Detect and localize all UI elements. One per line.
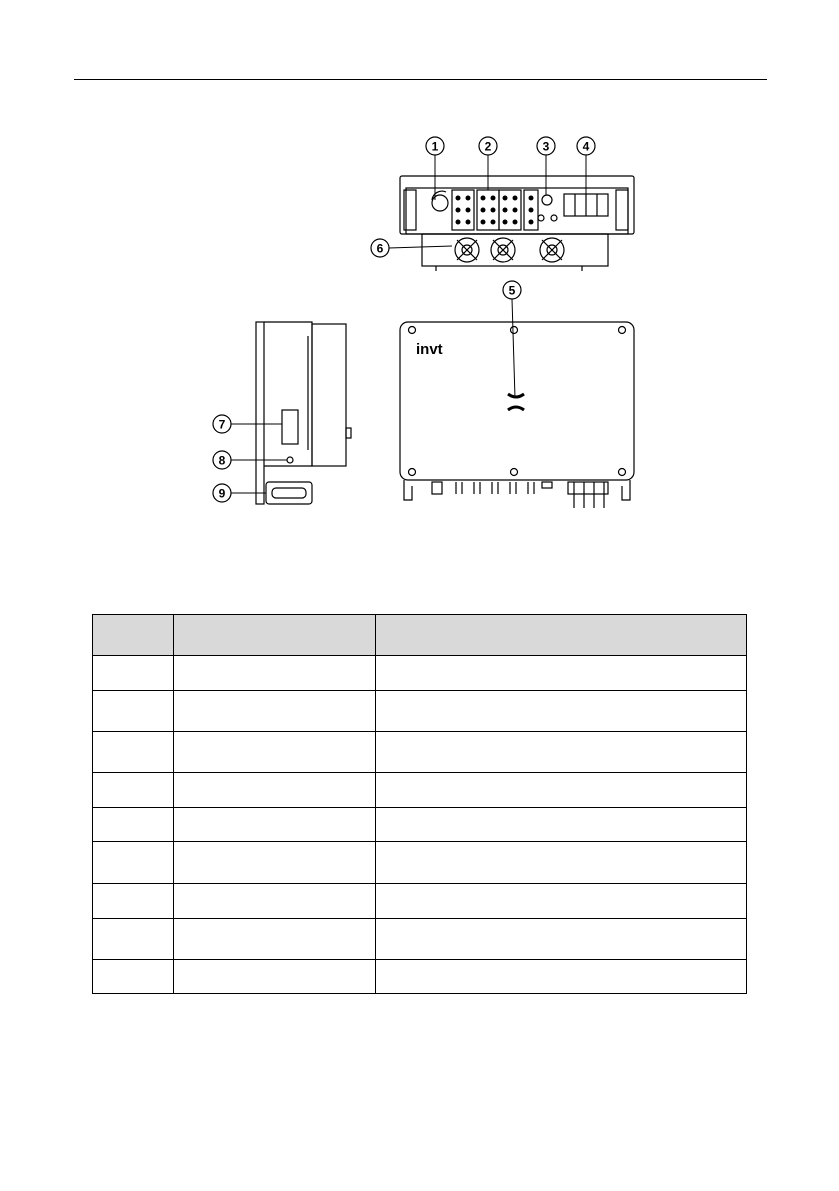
table-cell: [174, 808, 376, 842]
table-cell: [93, 656, 174, 691]
parts-table: [92, 614, 747, 994]
callout-label: 4: [582, 139, 590, 154]
table-header-cell: [376, 615, 747, 656]
table-row: [93, 808, 747, 842]
table-cell: [174, 691, 376, 732]
callout-label: 1: [431, 139, 439, 154]
callout-label: 5: [508, 283, 516, 298]
table-row: [93, 732, 747, 773]
header-rule: [74, 79, 767, 80]
table-row: [93, 960, 747, 994]
callout-label: 2: [484, 139, 492, 154]
side-view: [256, 322, 351, 504]
table-row: [93, 884, 747, 919]
table-cell: [174, 842, 376, 884]
table-cell: [376, 842, 747, 884]
table-row: [93, 691, 747, 732]
inverter-figure: [190, 130, 650, 520]
table-row: [93, 842, 747, 884]
table-row: [93, 773, 747, 808]
brand-logo: invt: [416, 341, 443, 358]
callout-label: 7: [218, 417, 226, 432]
table-cell: [376, 960, 747, 994]
callout-label: 9: [218, 486, 226, 501]
table-cell: [93, 960, 174, 994]
table-header-cell: [174, 615, 376, 656]
led-indicator-icon: [508, 394, 524, 410]
table-row: [93, 919, 747, 960]
callout-label: 6: [376, 241, 384, 256]
table-cell: [93, 808, 174, 842]
table-cell: [376, 884, 747, 919]
table-cell: [376, 808, 747, 842]
fan-icon: [455, 238, 479, 262]
table-cell: [376, 773, 747, 808]
table-cell: [93, 919, 174, 960]
table-cell: [376, 656, 747, 691]
table-cell: [93, 884, 174, 919]
fan-icon: [540, 238, 564, 262]
table-row: [93, 656, 747, 691]
table-cell: [174, 732, 376, 773]
table-cell: [174, 919, 376, 960]
table-cell: [93, 732, 174, 773]
table-cell: [174, 960, 376, 994]
table-cell: [93, 691, 174, 732]
inverter-drawing: [190, 130, 650, 520]
table-cell: [174, 656, 376, 691]
table-cell: [93, 773, 174, 808]
table-cell: [376, 691, 747, 732]
table-header-cell: [93, 615, 174, 656]
table-cell: [93, 842, 174, 884]
table-cell: [174, 884, 376, 919]
callout-label: 3: [542, 139, 550, 154]
table-cell: [376, 919, 747, 960]
callout-label: 8: [218, 453, 226, 468]
table-header-row: [93, 615, 747, 656]
table-cell: [376, 732, 747, 773]
table-cell: [174, 773, 376, 808]
fan-icon: [491, 238, 515, 262]
